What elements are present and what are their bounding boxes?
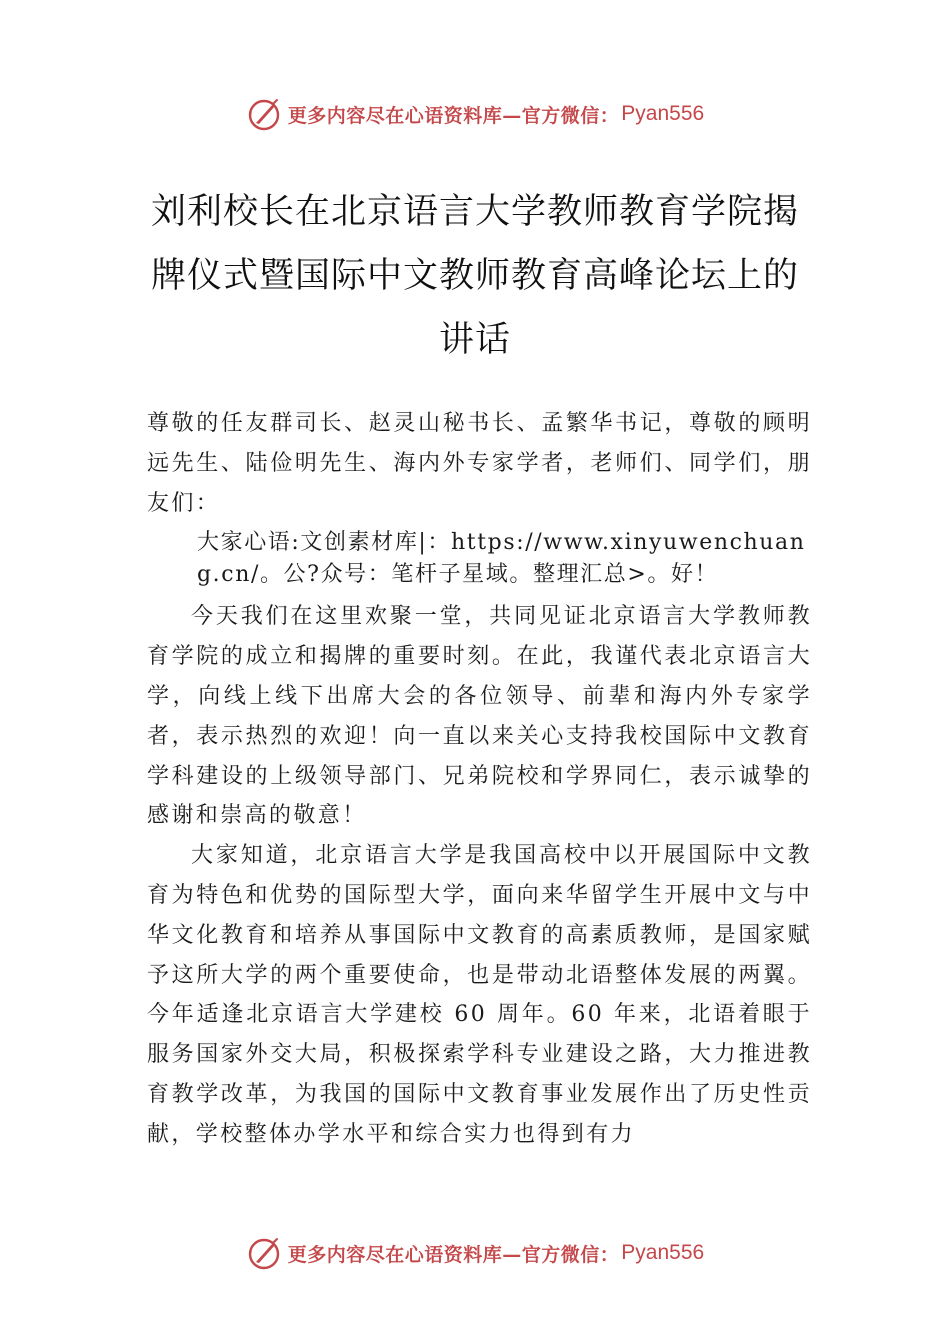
header-banner [0, 94, 950, 134]
quill-pen-circle-icon [246, 1235, 282, 1271]
page-title: 刘利校长在北京语言大学教师教育学院揭牌仪式暨国际中文教师教育高峰论坛上的讲话 [150, 192, 799, 360]
document-body [147, 404, 812, 1155]
banner-wechat-id: Pyan556 [621, 102, 705, 125]
footer-banner [0, 1233, 950, 1273]
paragraph-history: 大家知道，北京语言大学是我国高校中以开展国际中文教育为特色和优势的国际型大学，面向来华留学生开展中文与中华文化教育和培养从事国际中文教育的高素质教师，是国家赋予这所大学的两个重要使命，也是带动北语整体发展的两翼。今年适逢北京语言大学建校 60 周年。60 年来，北语着眼于服务国家外交大局，积极探索学科专业建设之路，大力推进教育教学改革，为我国的国际中文教育事业发展作出了历史性贡献，学校整体办学水平和综合实力也得到有力 [147, 843, 812, 1147]
source-note: 大家心语:文创素材库|：https://www.xinyuwenchuang.cn/。公?众号：笔杆子星域。整理汇总>。好！ [197, 530, 806, 588]
banner-wechat-id: Pyan556 [621, 1241, 705, 1264]
banner-text: 更多内容尽在心语资料库—官方微信： [287, 104, 620, 127]
quill-pen-circle-icon [246, 96, 282, 132]
salutation: 尊敬的任友群司长、赵灵山秘书长、孟繁华书记，尊敬的顾明远先生、陆俭明先生、海内外专家学者，老师们、同学们，朋友们： [147, 411, 812, 516]
banner-text: 更多内容尽在心语资料库—官方微信： [287, 1243, 620, 1266]
paragraph-welcome: 今天我们在这里欢聚一堂，共同见证北京语言大学教师教育学院的成立和揭牌的重要时刻。在此，我谨代表北京语言大学，向线上线下出席大会的各位领导、前辈和海内外专家学者，表示热烈的欢迎！向一直以来关心支持我校国际中文教育学科建设的上级领导部门、兄弟院校和学界同仁，表示诚挚的感谢和崇高的敬意！ [147, 604, 812, 829]
